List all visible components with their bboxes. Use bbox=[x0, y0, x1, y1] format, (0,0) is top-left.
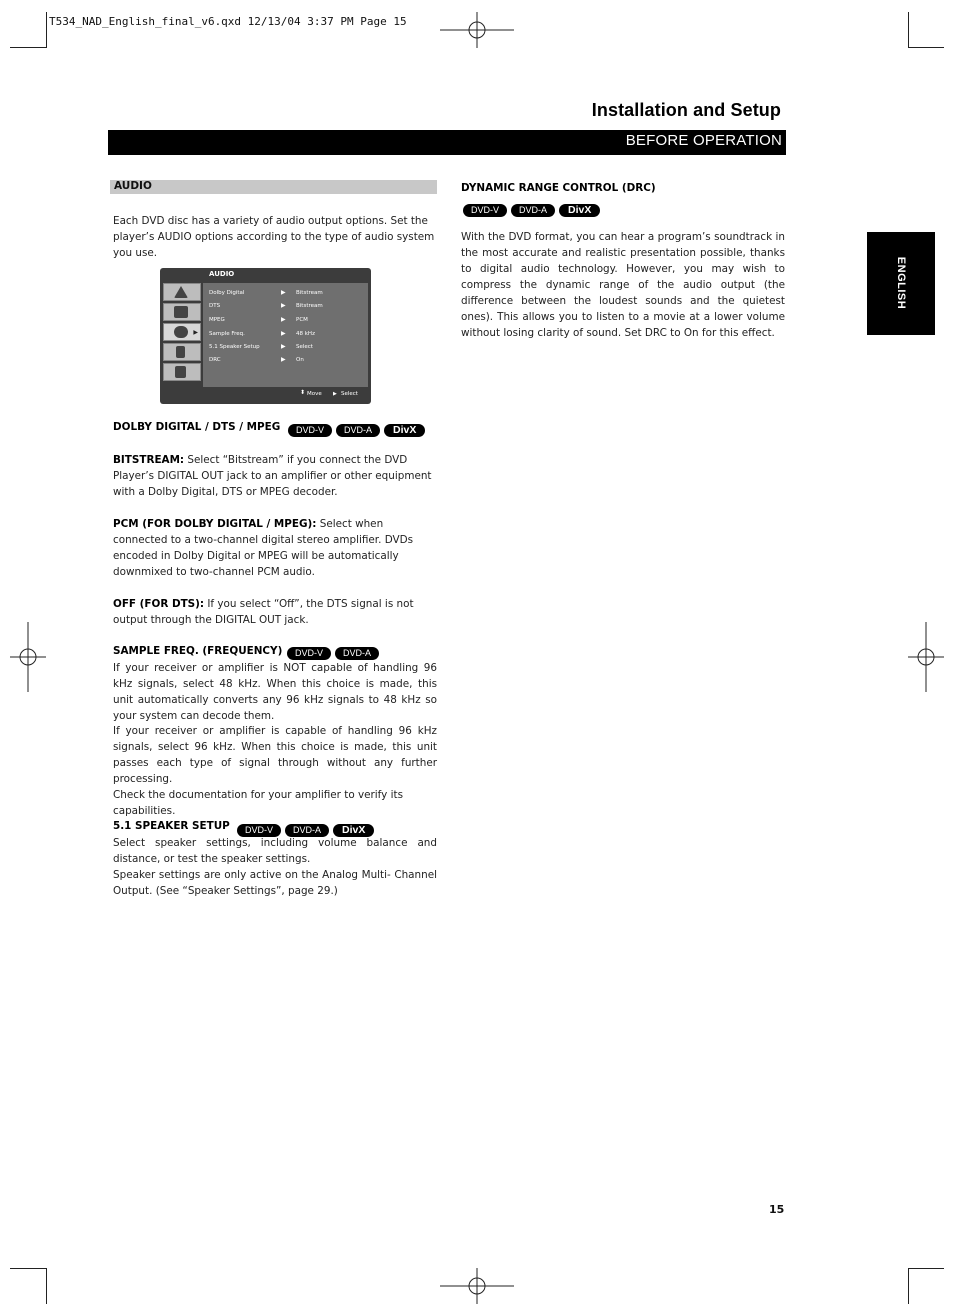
osd-row: MPEG ▶ PCM bbox=[209, 316, 308, 323]
registration-mark-bottom bbox=[440, 1268, 514, 1304]
others-icon bbox=[163, 363, 201, 381]
language-tab bbox=[867, 232, 935, 335]
off-text: If you select “Off”, the DTS signal is not output through the DIGITAL OUT jack. bbox=[113, 598, 414, 626]
audio-speaker-icon: ▶ bbox=[163, 323, 201, 341]
sample-freq-paragraph-2: If your receiver or amplifier is capable of handling 96 kHz signals, select 96 kHz. When this choice is made, this unit passes each type of signal through without any further processing. bbox=[113, 725, 437, 785]
sample-freq-paragraph-3: Check the documentation for your amplifier to verify its capabilities. bbox=[113, 789, 403, 817]
audio-section-label: AUDIO bbox=[114, 180, 152, 192]
osd-footer bbox=[203, 389, 368, 401]
section-bar bbox=[108, 130, 786, 155]
dvd-a-badge: DVD-A bbox=[511, 204, 555, 217]
display-icon bbox=[163, 303, 201, 321]
osd-select-label: Select bbox=[341, 391, 358, 397]
bitstream-text: Select “Bitstream” if you connect the DVD Player’s DIGITAL OUT jack to an amplifier or other equipment with a Dolby Digital, DTS or MPEG decoder. bbox=[113, 454, 432, 498]
bitstream-paragraph bbox=[113, 452, 437, 500]
osd-row: DTS ▶ Bitstream bbox=[209, 302, 323, 309]
dvd-v-badge: DVD-V bbox=[463, 204, 507, 217]
sample-freq-heading: SAMPLE FREQ. (FREQUENCY) bbox=[113, 645, 283, 657]
divx-badge: DivX bbox=[384, 424, 425, 437]
pcm-lead: PCM (FOR DOLBY DIGITAL / MPEG): bbox=[113, 518, 317, 530]
select-arrow-icon: ▶ bbox=[333, 391, 337, 397]
speaker-setup-paragraph-2: Speaker settings are only active on the Analog Multi- Channel Output. (See “Speaker Settings”, page 29.) bbox=[113, 869, 437, 897]
divx-badge: DivX bbox=[333, 824, 374, 837]
dvd-v-badge: DVD-V bbox=[288, 424, 332, 437]
osd-sidebar bbox=[162, 283, 202, 401]
off-paragraph bbox=[113, 596, 437, 628]
registration-mark-right bbox=[908, 622, 944, 692]
dvd-v-badge: DVD-V bbox=[237, 824, 281, 837]
section-bar-label: BEFORE OPERATION bbox=[625, 132, 782, 149]
osd-row: DRC ▶ On bbox=[209, 356, 304, 363]
file-slug: T534_NAD_English_final_v6.qxd 12/13/04 3:37 PM Page 15 bbox=[49, 15, 407, 28]
speaker-setup-paragraph-1: Select speaker settings, including volume balance and distance, or test the speaker settings. bbox=[113, 837, 437, 865]
osd-row: Sample Freq. ▶ 48 kHz bbox=[209, 330, 315, 337]
page-title: Installation and Setup bbox=[591, 100, 781, 120]
osd-move-label: Move bbox=[307, 391, 322, 397]
osd-title: AUDIO bbox=[209, 270, 235, 278]
audio-menu-screenshot bbox=[160, 268, 371, 404]
move-arrows-icon: ⬍ bbox=[300, 389, 306, 396]
dvd-a-badge: DVD-A bbox=[285, 824, 329, 837]
audio-section-heading bbox=[110, 180, 437, 194]
speaker-setup-heading: 5.1 SPEAKER SETUP bbox=[113, 820, 230, 832]
osd-row: 5.1 Speaker Setup ▶ Select bbox=[209, 343, 313, 350]
registration-mark-top bbox=[440, 12, 514, 48]
pcm-text: Select when connected to a two-channel digital stereo amplifier. DVDs encoded in Dolby Digital or MPEG will be automatically downmixed to two-channel PCM audio. bbox=[113, 518, 414, 578]
sample-freq-paragraph-1: If your receiver or amplifier is NOT capable of handling 96 kHz signals, select 48 kHz. When this choice is made, this unit automatically converts any 96 kHz signals to 48 kHz so your system can decode them. bbox=[113, 662, 437, 722]
language-icon bbox=[163, 283, 201, 301]
dvd-a-badge: DVD-A bbox=[335, 647, 379, 660]
bitstream-lead: BITSTREAM: bbox=[113, 454, 185, 466]
intro-paragraph: Each DVD disc has a variety of audio output options. Set the player’s AUDIO options according to the type of audio system you use. bbox=[113, 215, 435, 259]
drc-heading: DYNAMIC RANGE CONTROL (DRC) bbox=[461, 182, 656, 194]
off-lead: OFF (FOR DTS): bbox=[113, 598, 205, 610]
registration-mark-left bbox=[10, 622, 46, 692]
language-tab-label: ENGLISH bbox=[895, 256, 907, 310]
page-number: 15 bbox=[769, 1203, 785, 1216]
dvd-a-badge: DVD-A bbox=[336, 424, 380, 437]
dolby-heading: DOLBY DIGITAL / DTS / MPEG bbox=[113, 421, 281, 433]
dvd-v-badge: DVD-V bbox=[287, 647, 331, 660]
osd-settings-panel bbox=[203, 283, 368, 387]
divx-badge: DivX bbox=[559, 204, 600, 217]
dolby-badges bbox=[288, 420, 429, 439]
drc-paragraph: With the DVD format, you can hear a program’s soundtrack in the most accurate and realistic presentation possible, thanks to digital audio technology. However, you may wish to compress the dynamic range of the audio output (the difference between the loudest sounds and the quietest ones). This allows you to listen to a movie at a lower volume without losing clarity of sound. Set DRC to On for this effect. bbox=[461, 231, 785, 339]
drc-badges bbox=[463, 200, 604, 219]
lock-icon bbox=[163, 343, 201, 361]
osd-row: Dolby Digital ▶ Bitstream bbox=[209, 289, 323, 296]
pcm-paragraph bbox=[113, 516, 437, 580]
